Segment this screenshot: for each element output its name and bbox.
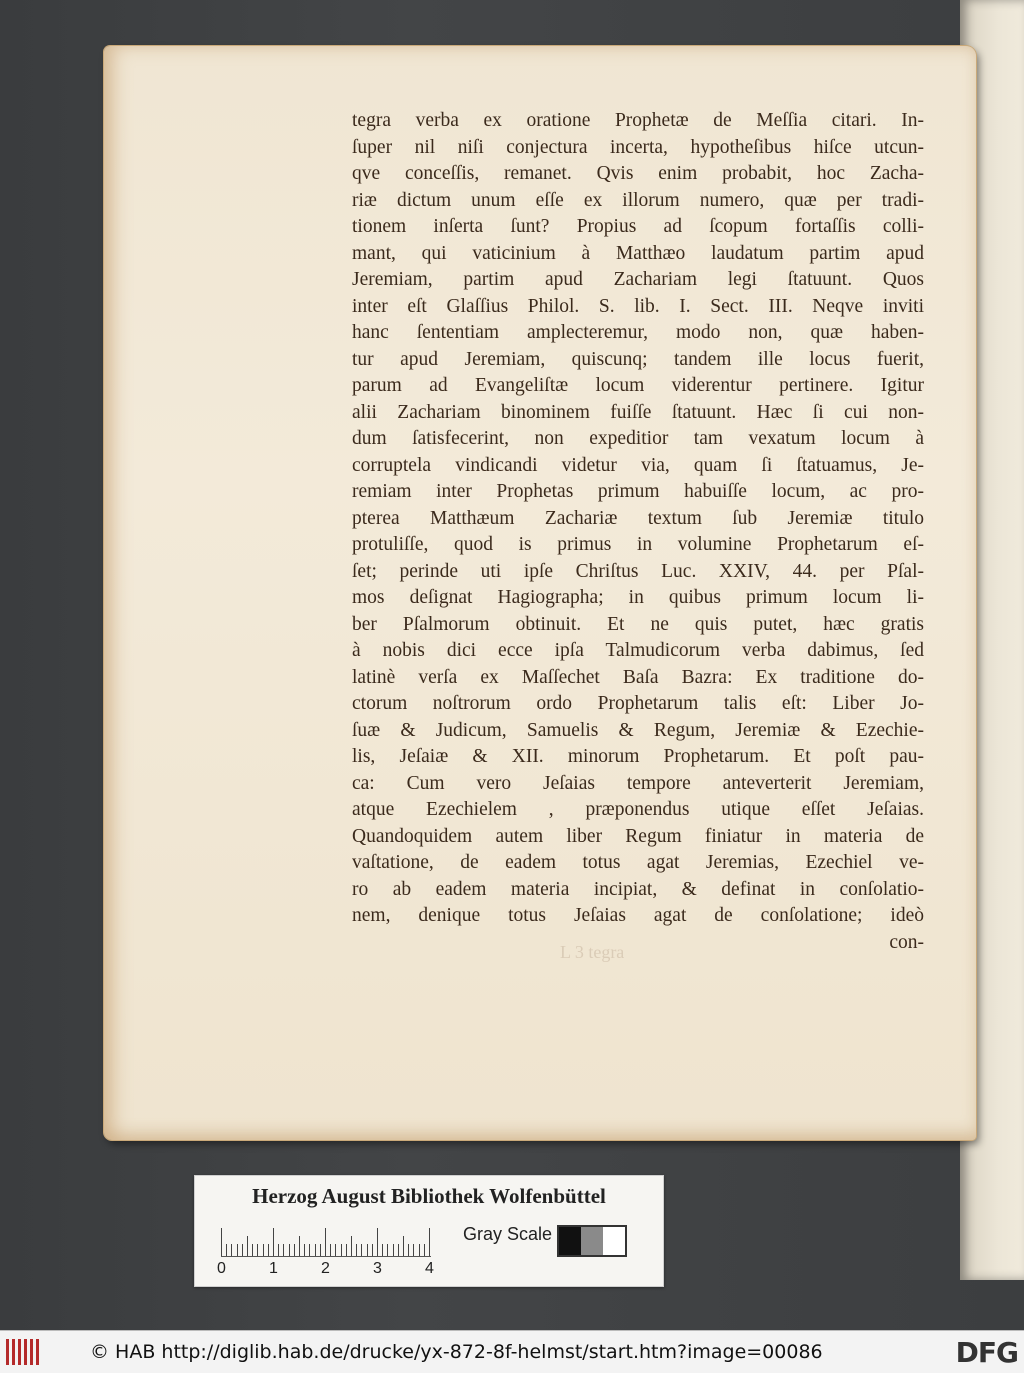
text-line: corruptela vindicandi videtur via, quam ſi ſtatuamus, Je- (352, 454, 924, 476)
text-line: tionem inſerta ſunt? Propius ad ſcopum fortaſſis colli- (352, 216, 924, 237)
ruler-tick (382, 1244, 383, 1256)
ruler-number: 4 (425, 1260, 434, 1277)
ruler-tick (403, 1236, 404, 1256)
ruler-tick (247, 1236, 248, 1256)
ruler-tick (372, 1244, 373, 1256)
text-line: hanc ſententiam amplecteremur, modo non, quæ haben- (352, 322, 924, 343)
gray-scale-label: Gray Scale (463, 1224, 553, 1244)
ruler-tick (335, 1244, 336, 1256)
ruler-tick (351, 1236, 352, 1256)
gray-swatch-cell (559, 1227, 581, 1255)
ruler-tick (325, 1228, 326, 1256)
ruler-tick (299, 1236, 300, 1256)
ruler-tick (252, 1244, 253, 1256)
ruler-tick (356, 1244, 357, 1256)
ruler-tick (341, 1244, 342, 1256)
ruler-tick (257, 1244, 258, 1256)
ruler-number: 2 (321, 1260, 330, 1277)
footer-bar (0, 1330, 1024, 1373)
ruler-tick (221, 1228, 222, 1256)
text-line: latinè verſa ex Maſſechet Baſa Bazra: Ex traditione do- (352, 666, 924, 688)
ruler-tick (408, 1244, 409, 1256)
text-line: ſuper nil niſi conjectura incerta, hypotheſibus hiſce utcun- (352, 136, 924, 158)
text-line: pterea Matthæum Zachariæ textum ſub Jeremiæ titulo (352, 507, 924, 529)
ruler-tick (226, 1244, 227, 1256)
ruler-tick (237, 1244, 238, 1256)
text-line: riæ dictum unum eſſe ex illorum numero, quæ per tradi- (352, 189, 924, 211)
barcode-icon (6, 1339, 46, 1365)
ruler-tick (304, 1244, 305, 1256)
text-line: tur apud Jeremiam, quiscunq; tandem ille locus fuerit, (352, 348, 924, 370)
text-line: protuliſſe, quod is primus in volumine Prophetarum eſ- (352, 534, 924, 555)
text-line: ſet; perinde uti ipſe Chriſtus Luc. XXIV, 44. per Pſal- (352, 560, 924, 582)
text-line: dum ſatisfecerint, non expeditior tam vexatum locum à (352, 428, 924, 449)
text-line: lis, Jeſaiæ & XII. minorum Prophetarum. Et poſt pau- (352, 746, 924, 767)
text-line: qve conceſſis, remanet. Qvis enim probabit, hoc Zacha- (352, 163, 924, 184)
text-line: atque Ezechielem , præponendus utique eſſet Jeſaias. (352, 799, 924, 820)
text-line: inter eſt Glaſſius Philol. S. lib. I. Sect. III. Neqve inviti (352, 295, 924, 317)
ruler-tick (283, 1244, 284, 1256)
ruler-tick (273, 1228, 274, 1256)
ruler-tick (268, 1244, 269, 1256)
ruler-tick (309, 1244, 310, 1256)
ruler-tick (315, 1244, 316, 1256)
text-line: con- (889, 931, 924, 953)
ruler-number: 0 (217, 1260, 226, 1277)
ruler-number: 1 (269, 1260, 278, 1277)
ruler-tick (278, 1244, 279, 1256)
dfg-logo: DFG (955, 1335, 1018, 1369)
ruler-tick (289, 1244, 290, 1256)
ruler-tick (424, 1244, 425, 1256)
text-line: tegra verba ex oratione Prophetæ de Meſſia citari. In- (352, 110, 924, 131)
text-line: Quandoquidem autem liber Regum finiatur in materia de (352, 825, 924, 847)
text-line: ctorum noſtrorum ordo Prophetarum talis eſt: Liber Jo- (352, 693, 924, 714)
text-line: ro ab eadem materia incipiat, & definat in conſolatio- (352, 878, 924, 900)
ruler-tick (377, 1228, 378, 1256)
gray-scale-swatch (557, 1225, 627, 1257)
gray-swatch-cell (603, 1227, 625, 1255)
ruler-tick (367, 1244, 368, 1256)
gray-swatch-cell (581, 1227, 603, 1255)
text-line: mant, qui vaticinium à Matthæo laudatum partim apud (352, 242, 924, 264)
ruler-tick (387, 1244, 388, 1256)
text-line: parum ad Evangeliſtæ locum viderentur pertinere. Igitur (352, 375, 924, 396)
ruler-number: 3 (373, 1260, 382, 1277)
ruler-tick (393, 1244, 394, 1256)
ruler-tick (320, 1244, 321, 1256)
ruler-tick (346, 1244, 347, 1256)
page-text (352, 108, 924, 956)
copyright-link[interactable]: © HAB http://diglib.hab.de/drucke/yx-872-8f-helmst/start.htm?image=00086 (90, 1341, 823, 1363)
ruler-tick (419, 1244, 420, 1256)
ruler-tick (294, 1244, 295, 1256)
text-line: ber Pſalmorum obtinuit. Et ne quis putet, hæc gratis (352, 613, 924, 635)
ruler-tick (330, 1244, 331, 1256)
text-line: vaſtatione, de eadem totus agat Jeremias, Ezechiel ve- (352, 852, 924, 873)
text-line: à nobis dici ecce ipſa Talmudicorum verba dabimus, ſed (352, 640, 924, 661)
ruler-tick (361, 1244, 362, 1256)
text-line: nem, denique totus Jeſaias agat de conſolatione; ideò (352, 905, 924, 926)
text-line: ca: Cum vero Jeſaias tempore anteverterit Jeremiam, (352, 772, 924, 794)
text-line: alii Zachariam binominem fuiſſe ſtatuunt. Hæc ſi cui non- (352, 401, 924, 423)
ruler-tick (429, 1228, 430, 1256)
ruler-tick (242, 1244, 243, 1256)
ruler-tick (263, 1244, 264, 1256)
text-line: remiam inter Prophetas primum habuiſſe locum, ac pro- (352, 481, 924, 502)
text-line: Jeremiam, partim apud Zachariam legi ſtatuunt. Quos (352, 269, 924, 290)
color-ruler-card (194, 1175, 664, 1287)
ruler-title: Herzog August Bibliothek Wolfenbüttel (252, 1184, 606, 1208)
text-line: mos deſignat Hagiographa; in quibus primum locum li- (352, 587, 924, 608)
text-line: ſuæ & Judicum, Samuelis & Regum, Jeremiæ & Ezechie- (352, 719, 924, 741)
ruler-tick (413, 1244, 414, 1256)
bleed-through-text: L 3 tegra (560, 942, 625, 962)
ruler-scale (221, 1226, 431, 1257)
ruler-tick (398, 1244, 399, 1256)
ruler-tick (231, 1244, 232, 1256)
